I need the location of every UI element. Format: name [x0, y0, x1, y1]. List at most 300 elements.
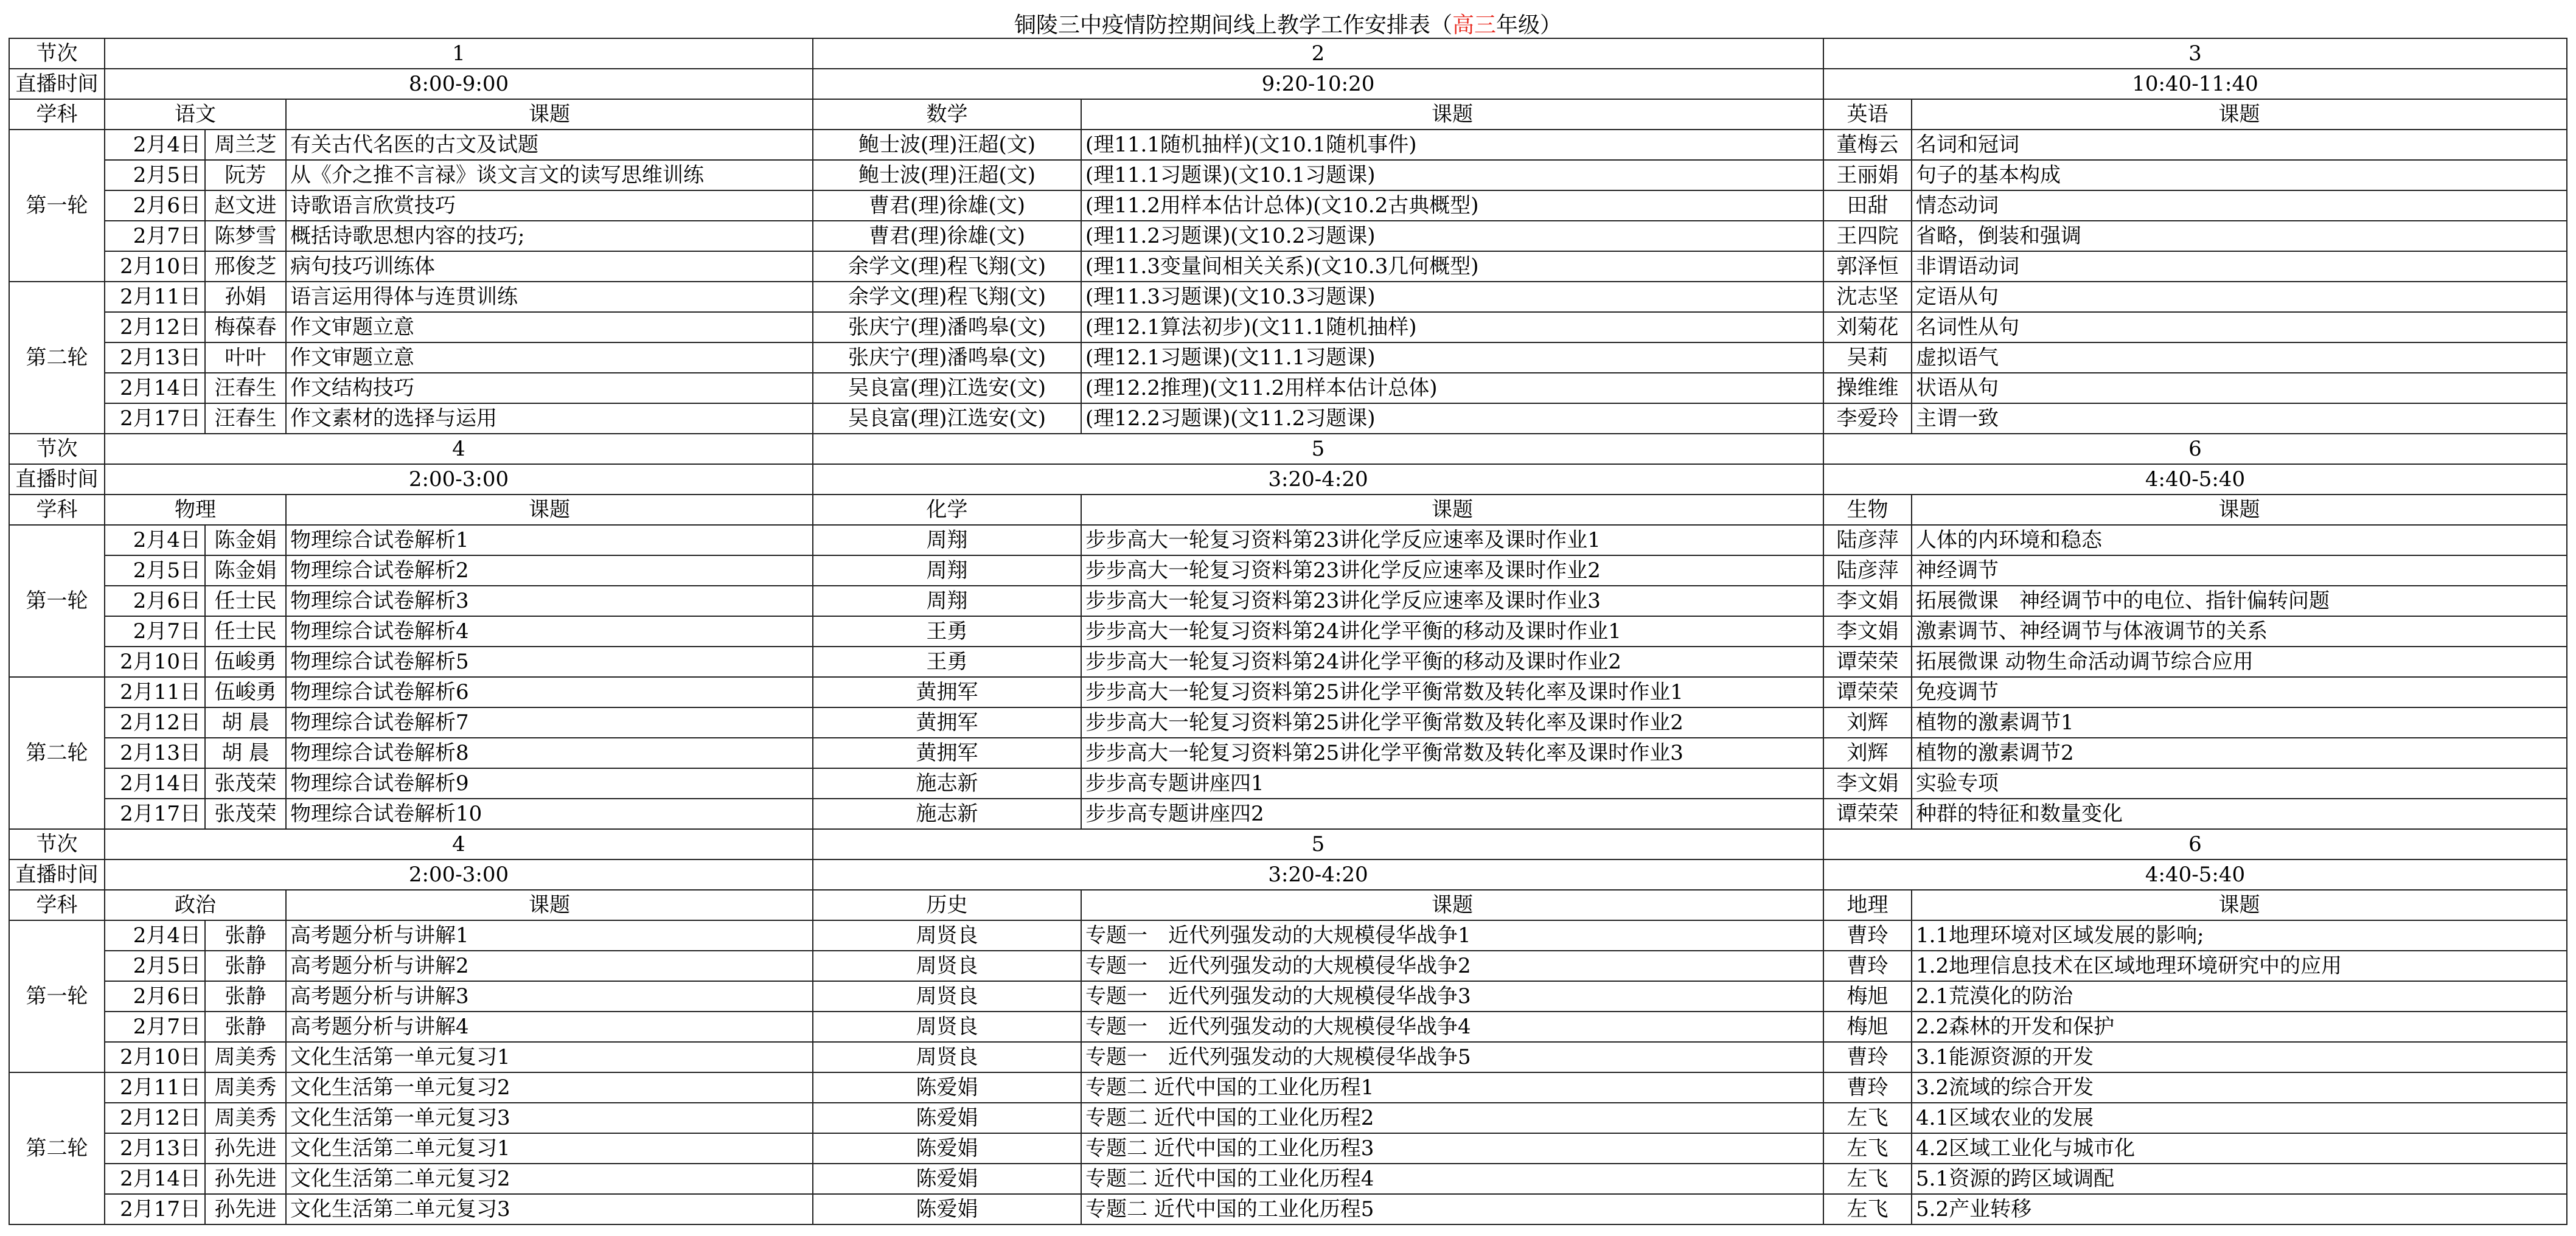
- date-cell: 2月4日: [105, 920, 205, 951]
- teacher-cell: 周贤良: [813, 951, 1081, 981]
- date-cell: 2月14日: [105, 373, 205, 403]
- topic-cell: 名词性从句: [1912, 312, 2567, 342]
- teacher-cell: 鲍士波(理)汪超(文): [813, 160, 1081, 190]
- topic-cell: 句子的基本构成: [1912, 160, 2567, 190]
- teacher-cell: 陈爱娟: [813, 1194, 1081, 1224]
- date-cell: 2月5日: [105, 160, 205, 190]
- teacher-cell: 余学文(理)程飞翔(文): [813, 251, 1081, 282]
- topic-cell: (理12.1习题课)(文11.1习题课): [1081, 342, 1823, 373]
- date-cell: 2月6日: [105, 190, 205, 221]
- subject-name: 英语: [1823, 99, 1912, 130]
- topic-cell: 种群的特征和数量变化: [1912, 799, 2567, 829]
- teacher-cell: 陆彦萍: [1823, 555, 1912, 586]
- topic-cell: 物理综合试卷解析2: [286, 555, 813, 586]
- topic-cell: 植物的激素调节1: [1912, 707, 2567, 738]
- table-row: [9, 282, 2567, 312]
- topic-cell: 专题二 近代中国的工业化历程4: [1081, 1164, 1823, 1194]
- topic-cell: 从《介之推不言禄》谈文言文的读写思维训练: [286, 160, 813, 190]
- period-label: 节次: [9, 434, 105, 464]
- subject-name: 历史: [813, 890, 1081, 920]
- table-row: [9, 1133, 2567, 1164]
- topic-cell: 2.2森林的开发和保护: [1912, 1012, 2567, 1042]
- table-row: [9, 130, 2567, 160]
- period-number: 4: [105, 434, 813, 464]
- table-row: [9, 799, 2567, 829]
- schedule-body: [9, 13, 2567, 1224]
- teacher-cell: 梅旭: [1823, 1012, 1912, 1042]
- topic-cell: 概括诗歌思想内容的技巧;: [286, 221, 813, 251]
- date-cell: 2月6日: [105, 981, 205, 1012]
- subject-header-row: [9, 495, 2567, 525]
- topic-cell: 有关古代名医的古文及试题: [286, 130, 813, 160]
- date-cell: 2月14日: [105, 768, 205, 799]
- teacher-cell: 周贤良: [813, 981, 1081, 1012]
- topic-cell: 高考题分析与讲解2: [286, 951, 813, 981]
- teacher-cell: 田甜: [1823, 190, 1912, 221]
- teacher-cell: 陆彦萍: [1823, 525, 1912, 555]
- round-label: 第二轮: [9, 677, 105, 829]
- date-cell: 2月4日: [105, 130, 205, 160]
- topic-cell: 物理综合试卷解析7: [286, 707, 813, 738]
- table-row: [9, 768, 2567, 799]
- teacher-cell: 曹玲: [1823, 920, 1912, 951]
- teacher-cell: 李文娟: [1823, 616, 1912, 647]
- teacher-cell: 刘辉: [1823, 707, 1912, 738]
- teacher-cell: 周贤良: [813, 1012, 1081, 1042]
- topic-cell: 神经调节: [1912, 555, 2567, 586]
- live-time-value: 10:40-11:40: [1823, 69, 2567, 99]
- teacher-cell: 王勇: [813, 616, 1081, 647]
- teacher-cell: 周贤良: [813, 1042, 1081, 1072]
- date-cell: 2月7日: [105, 1012, 205, 1042]
- topic-cell: 拓展微课 动物生命活动调节综合应用: [1912, 647, 2567, 677]
- date-cell: 2月13日: [105, 1133, 205, 1164]
- teacher-cell: 沈志坚: [1823, 282, 1912, 312]
- date-cell: 2月10日: [105, 647, 205, 677]
- table-row: [9, 221, 2567, 251]
- teacher-cell: 任士民: [205, 586, 286, 616]
- table-row: [9, 586, 2567, 616]
- teacher-cell: 孙先进: [205, 1133, 286, 1164]
- subject-name: 生物: [1823, 495, 1912, 525]
- date-cell: 2月10日: [105, 251, 205, 282]
- teacher-cell: 张静: [205, 1012, 286, 1042]
- table-row: [9, 525, 2567, 555]
- teacher-cell: 孙娟: [205, 282, 286, 312]
- teacher-cell: 陈爱娟: [813, 1164, 1081, 1194]
- teacher-cell: 张静: [205, 920, 286, 951]
- date-cell: 2月13日: [105, 738, 205, 768]
- round-label: 第一轮: [9, 130, 105, 282]
- topic-cell: 文化生活第二单元复习1: [286, 1133, 813, 1164]
- topic-cell: 高考题分析与讲解4: [286, 1012, 813, 1042]
- teacher-cell: 周翔: [813, 586, 1081, 616]
- topic-cell: 专题二 近代中国的工业化历程5: [1081, 1194, 1823, 1224]
- topic-cell: 步步高大一轮复习资料第25讲化学平衡常数及转化率及课时作业1: [1081, 677, 1823, 707]
- period-number: 1: [105, 38, 813, 69]
- teacher-cell: 梅葆春: [205, 312, 286, 342]
- teacher-cell: 周美秀: [205, 1042, 286, 1072]
- teacher-cell: 张静: [205, 981, 286, 1012]
- topic-cell: 人体的内环境和稳态: [1912, 525, 2567, 555]
- table-row: [9, 677, 2567, 707]
- teacher-cell: 王四院: [1823, 221, 1912, 251]
- page-title: [9, 13, 2567, 38]
- topic-cell: 物理综合试卷解析5: [286, 647, 813, 677]
- table-row: [9, 707, 2567, 738]
- topic-cell: 步步高大一轮复习资料第23讲化学反应速率及课时作业2: [1081, 555, 1823, 586]
- table-row: [9, 190, 2567, 221]
- teacher-cell: 孙先进: [205, 1194, 286, 1224]
- date-cell: 2月12日: [105, 1103, 205, 1133]
- topic-cell: 语言运用得体与连贯训练: [286, 282, 813, 312]
- teacher-cell: 梅旭: [1823, 981, 1912, 1012]
- teacher-cell: 谭荣荣: [1823, 677, 1912, 707]
- teacher-cell: 伍峻勇: [205, 677, 286, 707]
- table-row: [9, 1194, 2567, 1224]
- topic-cell: 4.1区域农业的发展: [1912, 1103, 2567, 1133]
- topic-cell: 专题一 近代列强发动的大规模侵华战争5: [1081, 1042, 1823, 1072]
- teacher-cell: 刘辉: [1823, 738, 1912, 768]
- topic-cell: 非谓语动词: [1912, 251, 2567, 282]
- teacher-cell: 伍峻勇: [205, 647, 286, 677]
- schedule-table: [9, 13, 2567, 1225]
- table-row: [9, 403, 2567, 434]
- table-row: [9, 342, 2567, 373]
- live-time-value: 3:20-4:20: [813, 464, 1823, 495]
- teacher-cell: 操维维: [1823, 373, 1912, 403]
- teacher-cell: 张茂荣: [205, 768, 286, 799]
- period-row: [9, 434, 2567, 464]
- table-row: [9, 312, 2567, 342]
- topic-cell: 物理综合试卷解析3: [286, 586, 813, 616]
- topic-cell: 虚拟语气: [1912, 342, 2567, 373]
- teacher-cell: 周贤良: [813, 920, 1081, 951]
- teacher-cell: 曹玲: [1823, 1042, 1912, 1072]
- subject-name: 物理: [105, 495, 286, 525]
- period-number: 4: [105, 829, 813, 859]
- teacher-cell: 黄拥军: [813, 707, 1081, 738]
- live-time-value: 4:40-5:40: [1823, 859, 2567, 890]
- table-row: [9, 981, 2567, 1012]
- topic-header: 课题: [286, 495, 813, 525]
- teacher-cell: 任士民: [205, 616, 286, 647]
- date-cell: 2月7日: [105, 221, 205, 251]
- date-cell: 2月10日: [105, 1042, 205, 1072]
- live-time-label: 直播时间: [9, 859, 105, 890]
- topic-cell: 物理综合试卷解析10: [286, 799, 813, 829]
- teacher-cell: 曹君(理)徐雄(文): [813, 221, 1081, 251]
- topic-cell: (理12.2习题课)(文11.2习题课): [1081, 403, 1823, 434]
- round-label: 第一轮: [9, 920, 105, 1072]
- topic-cell: (理12.2推理)(文11.2用样本估计总体): [1081, 373, 1823, 403]
- teacher-cell: 阮芳: [205, 160, 286, 190]
- teacher-cell: 左飞: [1823, 1164, 1912, 1194]
- date-cell: 2月12日: [105, 312, 205, 342]
- topic-cell: 专题二 近代中国的工业化历程3: [1081, 1133, 1823, 1164]
- date-cell: 2月17日: [105, 403, 205, 434]
- period-row: [9, 829, 2567, 859]
- live-time-row: [9, 69, 2567, 99]
- subject-label: 学科: [9, 890, 105, 920]
- date-cell: 2月17日: [105, 1194, 205, 1224]
- topic-cell: 物理综合试卷解析9: [286, 768, 813, 799]
- topic-cell: (理11.2习题课)(文10.2习题课): [1081, 221, 1823, 251]
- topic-cell: 病句技巧训练体: [286, 251, 813, 282]
- date-cell: 2月12日: [105, 707, 205, 738]
- teacher-cell: 施志新: [813, 768, 1081, 799]
- topic-cell: (理11.3变量间相关关系)(文10.3几何概型): [1081, 251, 1823, 282]
- date-cell: 2月11日: [105, 677, 205, 707]
- topic-cell: 拓展微课 神经调节中的电位、指针偏转问题: [1912, 586, 2567, 616]
- topic-cell: 3.1能源资源的开发: [1912, 1042, 2567, 1072]
- teacher-cell: 郭泽恒: [1823, 251, 1912, 282]
- teacher-cell: 孙先进: [205, 1164, 286, 1194]
- teacher-cell: 左飞: [1823, 1133, 1912, 1164]
- live-time-label: 直播时间: [9, 69, 105, 99]
- topic-cell: 物理综合试卷解析1: [286, 525, 813, 555]
- period-row: [9, 38, 2567, 69]
- teacher-cell: 王丽娟: [1823, 160, 1912, 190]
- topic-cell: 状语从句: [1912, 373, 2567, 403]
- round-label: 第二轮: [9, 1072, 105, 1224]
- topic-cell: 高考题分析与讲解3: [286, 981, 813, 1012]
- topic-cell: 步步高大一轮复习资料第24讲化学平衡的移动及课时作业2: [1081, 647, 1823, 677]
- teacher-cell: 周翔: [813, 525, 1081, 555]
- date-cell: 2月5日: [105, 951, 205, 981]
- topic-header: 课题: [1912, 890, 2567, 920]
- topic-header: 课题: [286, 890, 813, 920]
- round-label: 第一轮: [9, 525, 105, 677]
- topic-cell: 专题二 近代中国的工业化历程1: [1081, 1072, 1823, 1103]
- topic-header: 课题: [1081, 495, 1823, 525]
- topic-cell: 专题一 近代列强发动的大规模侵华战争1: [1081, 920, 1823, 951]
- live-time-value: 4:40-5:40: [1823, 464, 2567, 495]
- teacher-cell: 陈梦雪: [205, 221, 286, 251]
- table-row: [9, 616, 2567, 647]
- topic-cell: 免疫调节: [1912, 677, 2567, 707]
- title-row: [9, 13, 2567, 38]
- teacher-cell: 胡 晨: [205, 707, 286, 738]
- topic-header: 课题: [1081, 99, 1823, 130]
- teacher-cell: 黄拥军: [813, 738, 1081, 768]
- live-time-value: 8:00-9:00: [105, 69, 813, 99]
- subject-header-row: [9, 890, 2567, 920]
- teacher-cell: 李文娟: [1823, 768, 1912, 799]
- table-row: [9, 647, 2567, 677]
- teacher-cell: 周美秀: [205, 1072, 286, 1103]
- teacher-cell: 张静: [205, 951, 286, 981]
- teacher-cell: 邢俊芝: [205, 251, 286, 282]
- teacher-cell: 吴良富(理)江选安(文): [813, 403, 1081, 434]
- topic-cell: 1.2地理信息技术在区域地理环境研究中的应用: [1912, 951, 2567, 981]
- topic-cell: 专题一 近代列强发动的大规模侵华战争2: [1081, 951, 1823, 981]
- teacher-cell: 曹君(理)徐雄(文): [813, 190, 1081, 221]
- subject-label: 学科: [9, 99, 105, 130]
- live-time-row: [9, 859, 2567, 890]
- table-row: [9, 1072, 2567, 1103]
- teacher-cell: 叶叶: [205, 342, 286, 373]
- topic-cell: 定语从句: [1912, 282, 2567, 312]
- topic-cell: 步步高大一轮复习资料第23讲化学反应速率及课时作业3: [1081, 586, 1823, 616]
- table-row: [9, 555, 2567, 586]
- teacher-cell: 陈金娟: [205, 525, 286, 555]
- table-row: [9, 160, 2567, 190]
- teacher-cell: 胡 晨: [205, 738, 286, 768]
- live-time-row: [9, 464, 2567, 495]
- teacher-cell: 刘菊花: [1823, 312, 1912, 342]
- topic-cell: 主谓一致: [1912, 403, 2567, 434]
- topic-cell: 物理综合试卷解析4: [286, 616, 813, 647]
- topic-cell: 情态动词: [1912, 190, 2567, 221]
- topic-cell: 省略，倒装和强调: [1912, 221, 2567, 251]
- topic-cell: 物理综合试卷解析8: [286, 738, 813, 768]
- period-number: 5: [813, 434, 1823, 464]
- live-time-value: 2:00-3:00: [105, 859, 813, 890]
- teacher-cell: 余学文(理)程飞翔(文): [813, 282, 1081, 312]
- table-row: [9, 373, 2567, 403]
- teacher-cell: 周翔: [813, 555, 1081, 586]
- date-cell: 2月11日: [105, 1072, 205, 1103]
- subject-name: 政治: [105, 890, 286, 920]
- teacher-cell: 张庆宁(理)潘鸣皋(文): [813, 342, 1081, 373]
- live-time-value: 9:20-10:20: [813, 69, 1823, 99]
- table-row: [9, 251, 2567, 282]
- topic-cell: 3.2流域的综合开发: [1912, 1072, 2567, 1103]
- teacher-cell: 董梅云: [1823, 130, 1912, 160]
- subject-name: 语文: [105, 99, 286, 130]
- period-number: 3: [1823, 38, 2567, 69]
- table-row: [9, 1042, 2567, 1072]
- topic-cell: 文化生活第一单元复习2: [286, 1072, 813, 1103]
- teacher-cell: 黄拥军: [813, 677, 1081, 707]
- topic-cell: 高考题分析与讲解1: [286, 920, 813, 951]
- topic-cell: (理11.3习题课)(文10.3习题课): [1081, 282, 1823, 312]
- topic-cell: 文化生活第一单元复习3: [286, 1103, 813, 1133]
- teacher-cell: 张茂荣: [205, 799, 286, 829]
- topic-cell: 文化生活第二单元复习2: [286, 1164, 813, 1194]
- teacher-cell: 陈爱娟: [813, 1103, 1081, 1133]
- teacher-cell: 谭荣荣: [1823, 799, 1912, 829]
- teacher-cell: 左飞: [1823, 1103, 1912, 1133]
- teacher-cell: 汪春生: [205, 403, 286, 434]
- topic-cell: 步步高大一轮复习资料第24讲化学平衡的移动及课时作业1: [1081, 616, 1823, 647]
- subject-label: 学科: [9, 495, 105, 525]
- topic-cell: (理11.2用样本估计总体)(文10.2古典概型): [1081, 190, 1823, 221]
- live-time-value: 3:20-4:20: [813, 859, 1823, 890]
- teacher-cell: 张庆宁(理)潘鸣皋(文): [813, 312, 1081, 342]
- subject-header-row: [9, 99, 2567, 130]
- live-time-value: 2:00-3:00: [105, 464, 813, 495]
- table-row: [9, 1164, 2567, 1194]
- teacher-cell: 吴良富(理)江选安(文): [813, 373, 1081, 403]
- period-label: 节次: [9, 38, 105, 69]
- teacher-cell: 李文娟: [1823, 586, 1912, 616]
- date-cell: 2月14日: [105, 1164, 205, 1194]
- period-number: 5: [813, 829, 1823, 859]
- topic-cell: 文化生活第一单元复习1: [286, 1042, 813, 1072]
- topic-cell: 2.1荒漠化的防治: [1912, 981, 2567, 1012]
- title-before: 铜陵三中疫情防控期间线上教学工作安排表（: [1014, 13, 1452, 38]
- teacher-cell: 周美秀: [205, 1103, 286, 1133]
- table-row: [9, 920, 2567, 951]
- topic-cell: 1.1地理环境对区域发展的影响;: [1912, 920, 2567, 951]
- teacher-cell: 曹玲: [1823, 1072, 1912, 1103]
- teacher-cell: 谭荣荣: [1823, 647, 1912, 677]
- date-cell: 2月5日: [105, 555, 205, 586]
- topic-header: 课题: [286, 99, 813, 130]
- table-row: [9, 1103, 2567, 1133]
- date-cell: 2月6日: [105, 586, 205, 616]
- live-time-label: 直播时间: [9, 464, 105, 495]
- topic-cell: 4.2区域工业化与城市化: [1912, 1133, 2567, 1164]
- topic-cell: 步步高大一轮复习资料第23讲化学反应速率及课时作业1: [1081, 525, 1823, 555]
- topic-cell: 实验专项: [1912, 768, 2567, 799]
- topic-cell: 物理综合试卷解析6: [286, 677, 813, 707]
- topic-cell: (理12.1算法初步)(文11.1随机抽样): [1081, 312, 1823, 342]
- topic-cell: 名词和冠词: [1912, 130, 2567, 160]
- period-number: 2: [813, 38, 1823, 69]
- topic-header: 课题: [1912, 99, 2567, 130]
- teacher-cell: 李爱玲: [1823, 403, 1912, 434]
- topic-cell: 专题二 近代中国的工业化历程2: [1081, 1103, 1823, 1133]
- date-cell: 2月4日: [105, 525, 205, 555]
- topic-cell: 专题一 近代列强发动的大规模侵华战争4: [1081, 1012, 1823, 1042]
- topic-cell: 诗歌语言欣赏技巧: [286, 190, 813, 221]
- topic-cell: 步步高大一轮复习资料第25讲化学平衡常数及转化率及课时作业3: [1081, 738, 1823, 768]
- subject-name: 地理: [1823, 890, 1912, 920]
- teacher-cell: 赵文进: [205, 190, 286, 221]
- topic-cell: 5.2产业转移: [1912, 1194, 2567, 1224]
- round-label: 第二轮: [9, 282, 105, 434]
- subject-name: 数学: [813, 99, 1081, 130]
- period-label: 节次: [9, 829, 105, 859]
- title-grade-highlight: 高三: [1452, 13, 1496, 38]
- date-cell: 2月11日: [105, 282, 205, 312]
- topic-header: 课题: [1081, 890, 1823, 920]
- topic-cell: 植物的激素调节2: [1912, 738, 2567, 768]
- topic-cell: 作文素材的选择与运用: [286, 403, 813, 434]
- teacher-cell: 陈金娟: [205, 555, 286, 586]
- date-cell: 2月13日: [105, 342, 205, 373]
- topic-header: 课题: [1912, 495, 2567, 525]
- topic-cell: (理11.1随机抽样)(文10.1随机事件): [1081, 130, 1823, 160]
- topic-cell: 专题一 近代列强发动的大规模侵华战争3: [1081, 981, 1823, 1012]
- teacher-cell: 王勇: [813, 647, 1081, 677]
- teacher-cell: 陈爱娟: [813, 1072, 1081, 1103]
- teacher-cell: 汪春生: [205, 373, 286, 403]
- date-cell: 2月17日: [105, 799, 205, 829]
- topic-cell: 激素调节、神经调节与体液调节的关系: [1912, 616, 2567, 647]
- subject-name: 化学: [813, 495, 1081, 525]
- topic-cell: 作文审题立意: [286, 312, 813, 342]
- table-row: [9, 951, 2567, 981]
- topic-cell: 5.1资源的跨区域调配: [1912, 1164, 2567, 1194]
- table-row: [9, 1012, 2567, 1042]
- teacher-cell: 陈爱娟: [813, 1133, 1081, 1164]
- topic-cell: (理11.1习题课)(文10.1习题课): [1081, 160, 1823, 190]
- table-row: [9, 738, 2567, 768]
- period-number: 6: [1823, 829, 2567, 859]
- topic-cell: 步步高专题讲座四1: [1081, 768, 1823, 799]
- period-number: 6: [1823, 434, 2567, 464]
- topic-cell: 作文结构技巧: [286, 373, 813, 403]
- teacher-cell: 吴莉: [1823, 342, 1912, 373]
- teacher-cell: 曹玲: [1823, 951, 1912, 981]
- teacher-cell: 左飞: [1823, 1194, 1912, 1224]
- date-cell: 2月7日: [105, 616, 205, 647]
- topic-cell: 文化生活第二单元复习3: [286, 1194, 813, 1224]
